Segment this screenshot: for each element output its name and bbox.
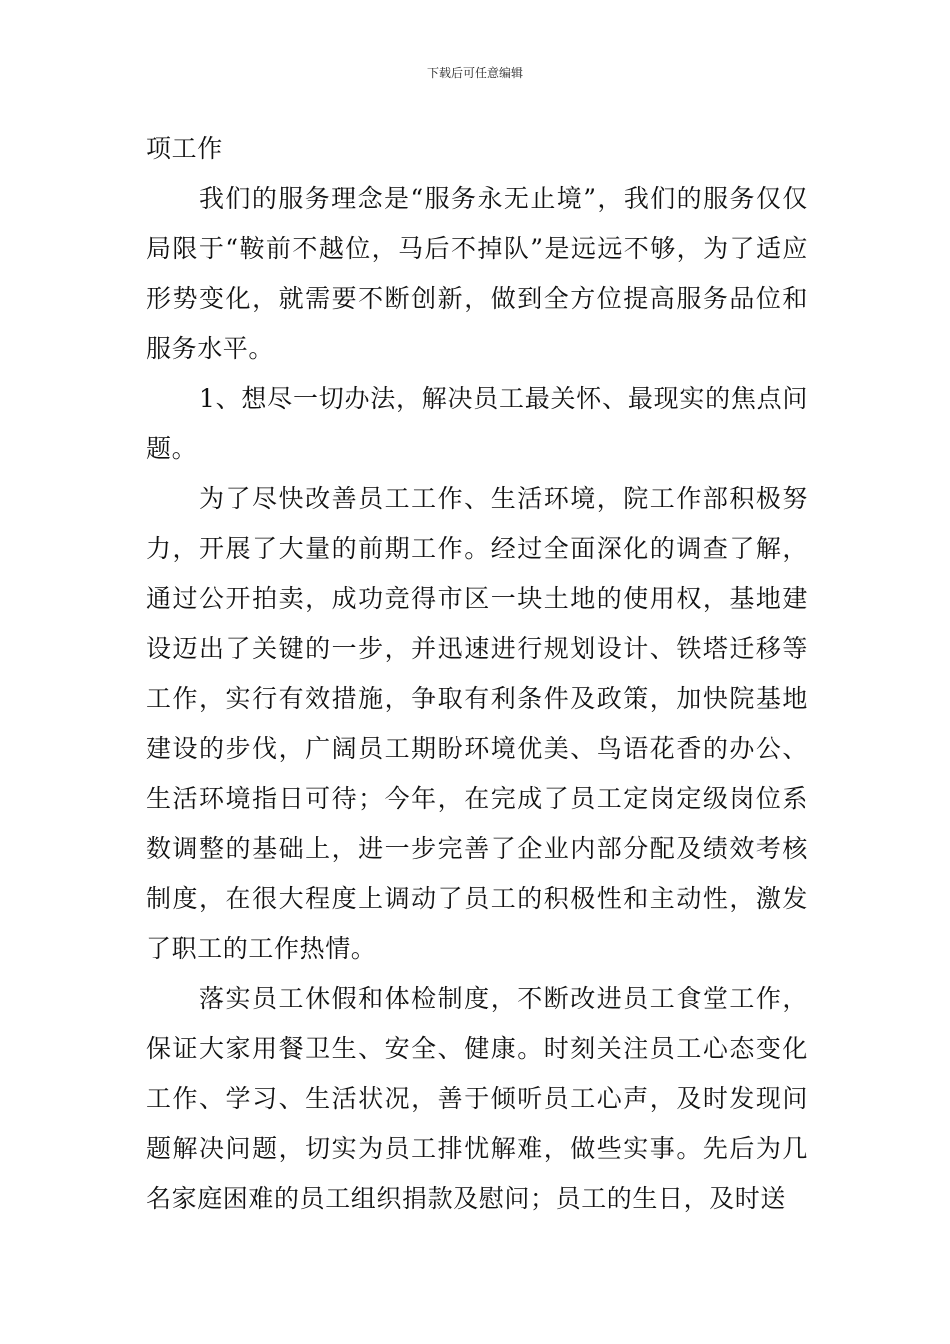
document-body: [146, 124, 808, 1224]
page-header-note: 下载后可任意编辑: [426, 66, 523, 80]
paragraph-employee-care: 落实员工休假和体检制度，不断改进员工食堂工作，保证大家用餐卫生、安全、健康。时刻关注员工心态变化工作、学习、生活状况，善于倾听员工心声，及时发现问题解决问题，切实为员工排忧解难，做些实事。先后为几名家庭困难的员工组织捐款及慰问；员工的生日，及时送: [146, 984, 808, 1213]
paragraph-section-heading: 1、想尽一切办法，解决员工最关怀、最现实的焦点问题。: [146, 384, 808, 463]
paragraph-continuation: 项工作: [146, 134, 223, 163]
paragraph-work-environment: 为了尽快改善员工工作、生活环境，院工作部积极努力，开展了大量的前期工作。经过全面深化的调查了解，通过公开拍卖，成功竞得市区一块土地的使用权，基地建设迈出了关键的一步，并迅速进行规划设计、铁塔迁移等工作，实行有效措施，争取有利条件及政策，加快院基地建设的步伐，广阔员工期盼环境优美、鸟语花香的办公、生活环境指日可待；今年，在完成了员工定岗定级岗位系数调整的基础上，进一步完善了企业内部分配及绩效考核制度，在很大程度上调动了员工的积极性和主动性，激发了职工的工作热情。: [146, 484, 808, 963]
paragraph-service-concept: 我们的服务理念是“服务永无止境”，我们的服务仅仅局限于“鞍前不越位，马后不掉队”是远远不够，为了适应形势变化，就需要不断创新，做到全方位提高服务品位和服务水平。: [146, 184, 808, 363]
